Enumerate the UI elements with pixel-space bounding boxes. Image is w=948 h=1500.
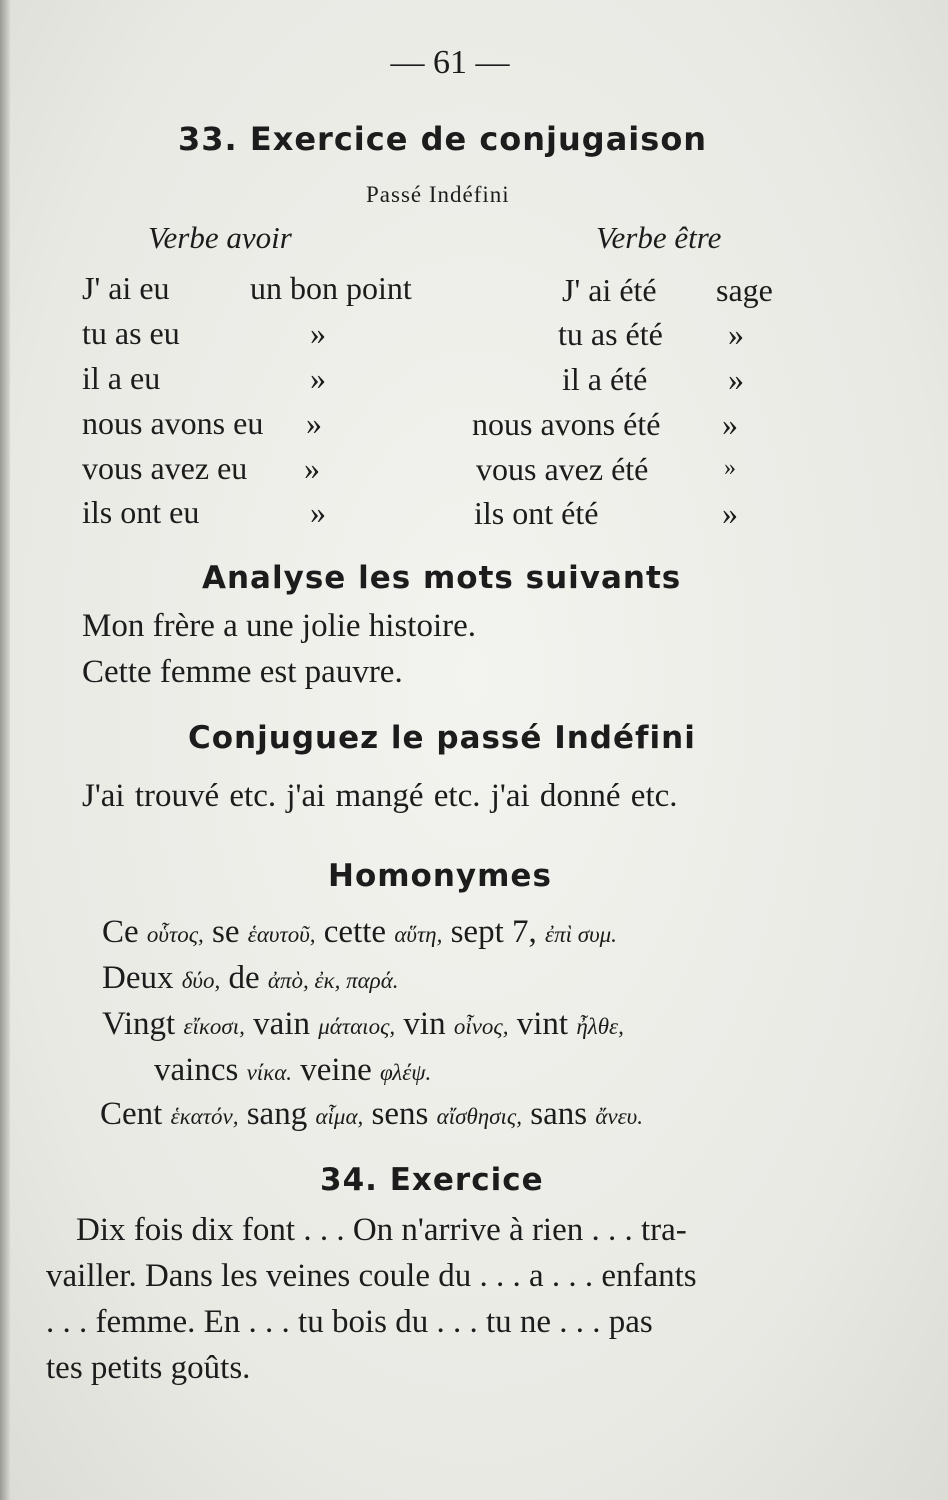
- avoir-row-2-pronoun: tu as eu: [82, 315, 180, 351]
- avoir-row-3-pronoun: il a eu: [82, 360, 161, 396]
- avoir-row-6-tail: »: [310, 494, 326, 530]
- etre-row-5-pronoun: vous avez été: [476, 451, 649, 487]
- french-word: sang: [238, 1096, 316, 1132]
- greek-gloss: οὗτος,: [146, 922, 204, 947]
- avoir-row-5-pronoun: vous avez eu: [82, 450, 248, 486]
- etre-row-4-pronoun: nous avons été: [472, 406, 661, 442]
- etre-row-1-pronoun: J' ai été: [562, 272, 657, 308]
- analyse-line-1: Mon frère a une jolie histoire.: [82, 608, 477, 644]
- etre-row-5-tail: »: [724, 455, 736, 481]
- etre-row-4-tail: »: [722, 406, 738, 442]
- french-word: de: [220, 960, 268, 996]
- french-word: Deux: [102, 960, 182, 996]
- exercise-34-line-1: Dix fois dix font . . . On n'arrive à rien . . . tra-: [76, 1212, 687, 1248]
- etre-row-2-pronoun: tu as été: [558, 316, 663, 352]
- greek-gloss: ἑκατόν,: [170, 1104, 239, 1129]
- greek-gloss: οἶνος,: [453, 1014, 509, 1039]
- french-word: se: [203, 914, 248, 950]
- exercise-34-line-2: vailler. Dans les veines coule du . . . a . . . enfants: [46, 1258, 697, 1294]
- exercise-34-line-3: . . . femme. En . . . tu bois du . . . tu ne . . . pas: [46, 1304, 653, 1340]
- greek-gloss: δύο,: [181, 968, 221, 993]
- conjuguez-title: Conjuguez le passé Indéfini: [188, 720, 696, 756]
- greek-gloss: φλέψ.: [380, 1060, 432, 1085]
- left-column-heading: Verbe avoir: [148, 220, 292, 255]
- avoir-row-4-tail: »: [306, 405, 322, 441]
- french-word: Ce: [102, 914, 147, 950]
- conjuguez-line: J'ai trouvé etc. j'ai mangé etc. j'ai donné etc.: [82, 778, 678, 814]
- exercise-34-title: 34. Exercice: [320, 1162, 544, 1198]
- french-word: sept 7,: [442, 914, 546, 950]
- avoir-row-4-pronoun: nous avons eu: [82, 405, 264, 441]
- avoir-row-1-tail: un bon point: [250, 270, 412, 306]
- etre-row-6-pronoun: ils ont été: [474, 495, 599, 531]
- french-word: vaincs: [154, 1052, 247, 1088]
- homonymes-line-4: [154, 1052, 431, 1089]
- etre-row-1-tail: sage: [716, 272, 773, 308]
- exercise-34-line-4: tes petits goûts.: [46, 1350, 251, 1386]
- french-word: vain: [244, 1006, 319, 1042]
- homonymes-line-2: [102, 960, 399, 997]
- greek-gloss: εἴκοσι,: [183, 1014, 245, 1039]
- right-column-heading: Verbe être: [596, 220, 722, 255]
- homonymes-line-5: [100, 1096, 643, 1133]
- avoir-row-6-pronoun: ils ont eu: [82, 494, 200, 530]
- homonymes-line-1: [102, 914, 617, 951]
- greek-gloss: ἀπὸ, ἐκ, παρά.: [267, 968, 399, 993]
- avoir-row-5-tail: »: [304, 450, 320, 486]
- etre-row-3-tail: »: [728, 361, 744, 397]
- french-word: cette: [315, 914, 395, 950]
- greek-gloss: ἐπὶ συμ.: [545, 922, 617, 947]
- greek-gloss: ἄνευ.: [595, 1104, 643, 1129]
- french-word: Cent: [100, 1096, 171, 1132]
- avoir-row-1-pronoun: J' ai eu: [82, 270, 170, 306]
- analyse-title: Analyse les mots suivants: [202, 560, 682, 596]
- greek-gloss: νίκα.: [246, 1060, 293, 1085]
- page-spine-shadow: [0, 0, 10, 1500]
- french-word: vint: [508, 1006, 577, 1042]
- french-word: veine: [292, 1052, 380, 1088]
- greek-gloss: αἷμα,: [315, 1104, 364, 1129]
- greek-gloss: αὕτη,: [394, 922, 443, 947]
- etre-row-3-pronoun: il a été: [562, 361, 648, 397]
- greek-gloss: ἦλθε,: [576, 1014, 624, 1039]
- avoir-row-3-tail: »: [310, 360, 326, 396]
- greek-gloss: αἴσθησις,: [436, 1104, 522, 1129]
- homonymes-title: Homonymes: [328, 858, 552, 894]
- analyse-line-2: Cette femme est pauvre.: [82, 654, 403, 690]
- etre-row-2-tail: »: [728, 316, 744, 352]
- homonymes-line-3: [102, 1006, 624, 1043]
- french-word: sans: [521, 1096, 596, 1132]
- french-word: vin: [395, 1006, 454, 1042]
- greek-gloss: ἑαυτοῦ,: [247, 922, 316, 947]
- greek-gloss: μάταιος,: [318, 1014, 396, 1039]
- avoir-row-2-tail: »: [310, 315, 326, 351]
- french-word: sens: [363, 1096, 437, 1132]
- etre-row-6-tail: »: [722, 495, 738, 531]
- french-word: Vingt: [102, 1006, 184, 1042]
- exercise-33-subtitle: Passé Indéfini: [366, 182, 510, 207]
- exercise-33-title: 33. Exercice de conjugaison: [178, 120, 708, 158]
- page-number: — 61 —: [390, 44, 510, 81]
